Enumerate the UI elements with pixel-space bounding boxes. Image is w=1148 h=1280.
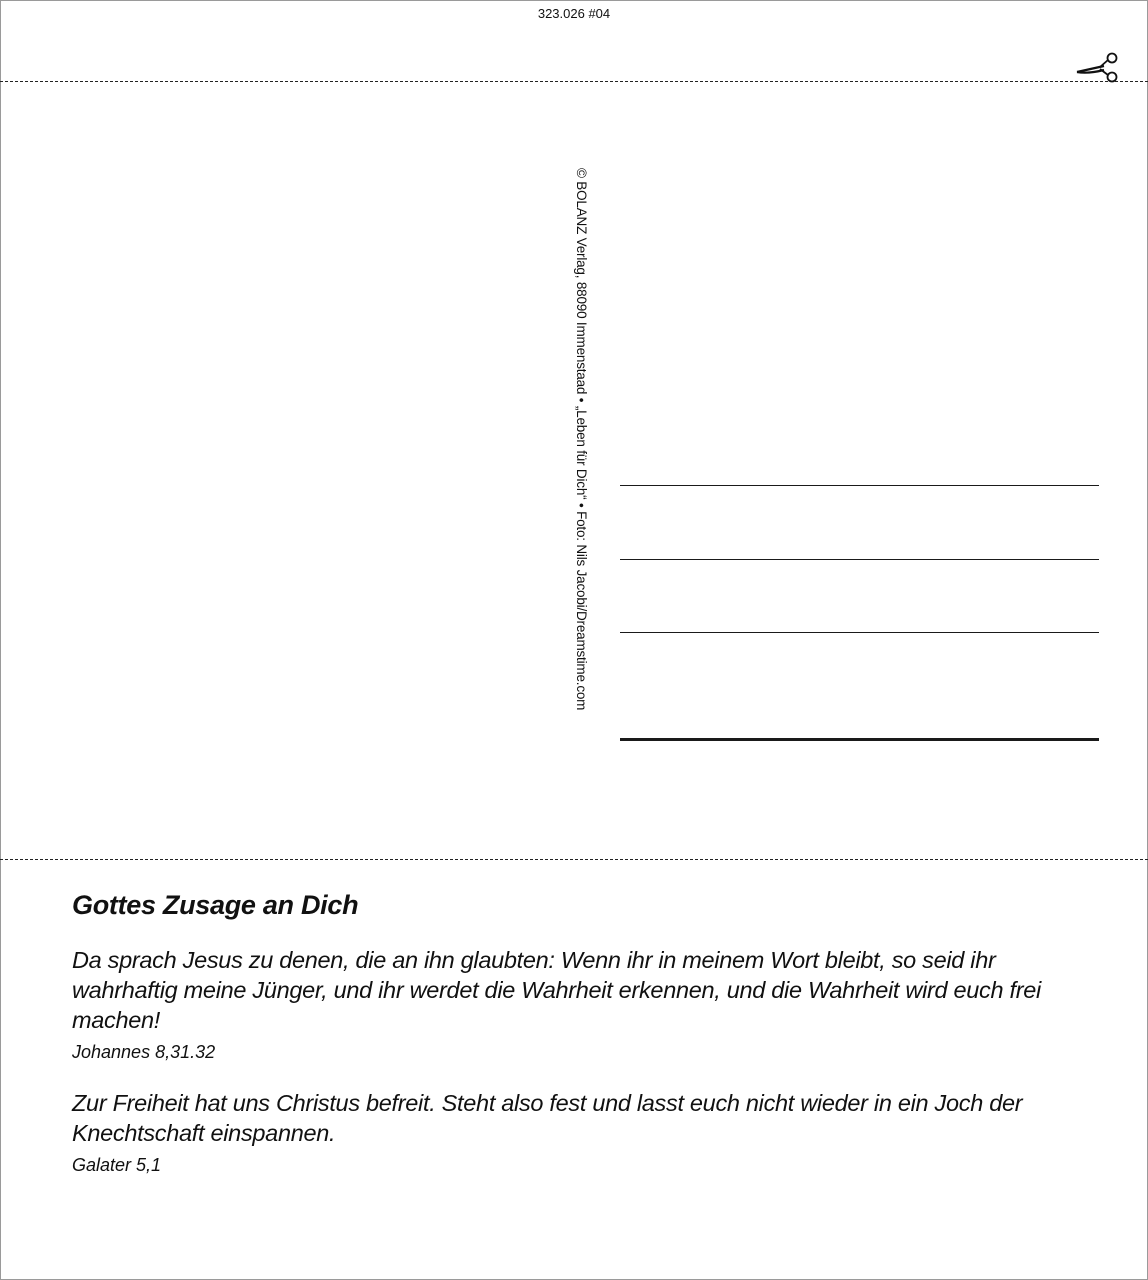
publisher-credit: © BOLANZ Verlag, 88090 Immenstaad • „Leben für Dich“ • Foto: Nils Jacobi/Dreamstime.com: [574, 168, 589, 711]
address-line-2: [620, 559, 1099, 560]
scissors-icon: [1074, 52, 1120, 84]
cut-line-bottom: [0, 859, 1148, 860]
product-code: 323.026 #04: [537, 6, 611, 21]
section-title: Gottes Zusage an Dich: [72, 890, 359, 920]
address-line-3: [620, 632, 1099, 633]
verse-text-1: Da sprach Jesus zu denen, die an ihn glaubten: Wenn ihr in meinem Wort bleibt, so seid ihr wahrhaftig meine Jünger, und ihr werdet die Wahrheit erkennen, und die Wahrheit wird euch frei machen!: [72, 947, 1041, 1033]
cut-line-top: [0, 81, 1148, 82]
verse-reference-2: Galater 5,1: [72, 1155, 162, 1175]
verse-reference-1: Johannes 8,31.32: [72, 1042, 216, 1062]
verse-text-2: Zur Freiheit hat uns Christus befreit. Steht also fest und lasst euch nicht wieder in ein Joch der Knechtschaft einspannen.: [72, 1090, 1023, 1146]
address-line-4: [620, 738, 1099, 741]
address-line-1: [620, 485, 1099, 486]
